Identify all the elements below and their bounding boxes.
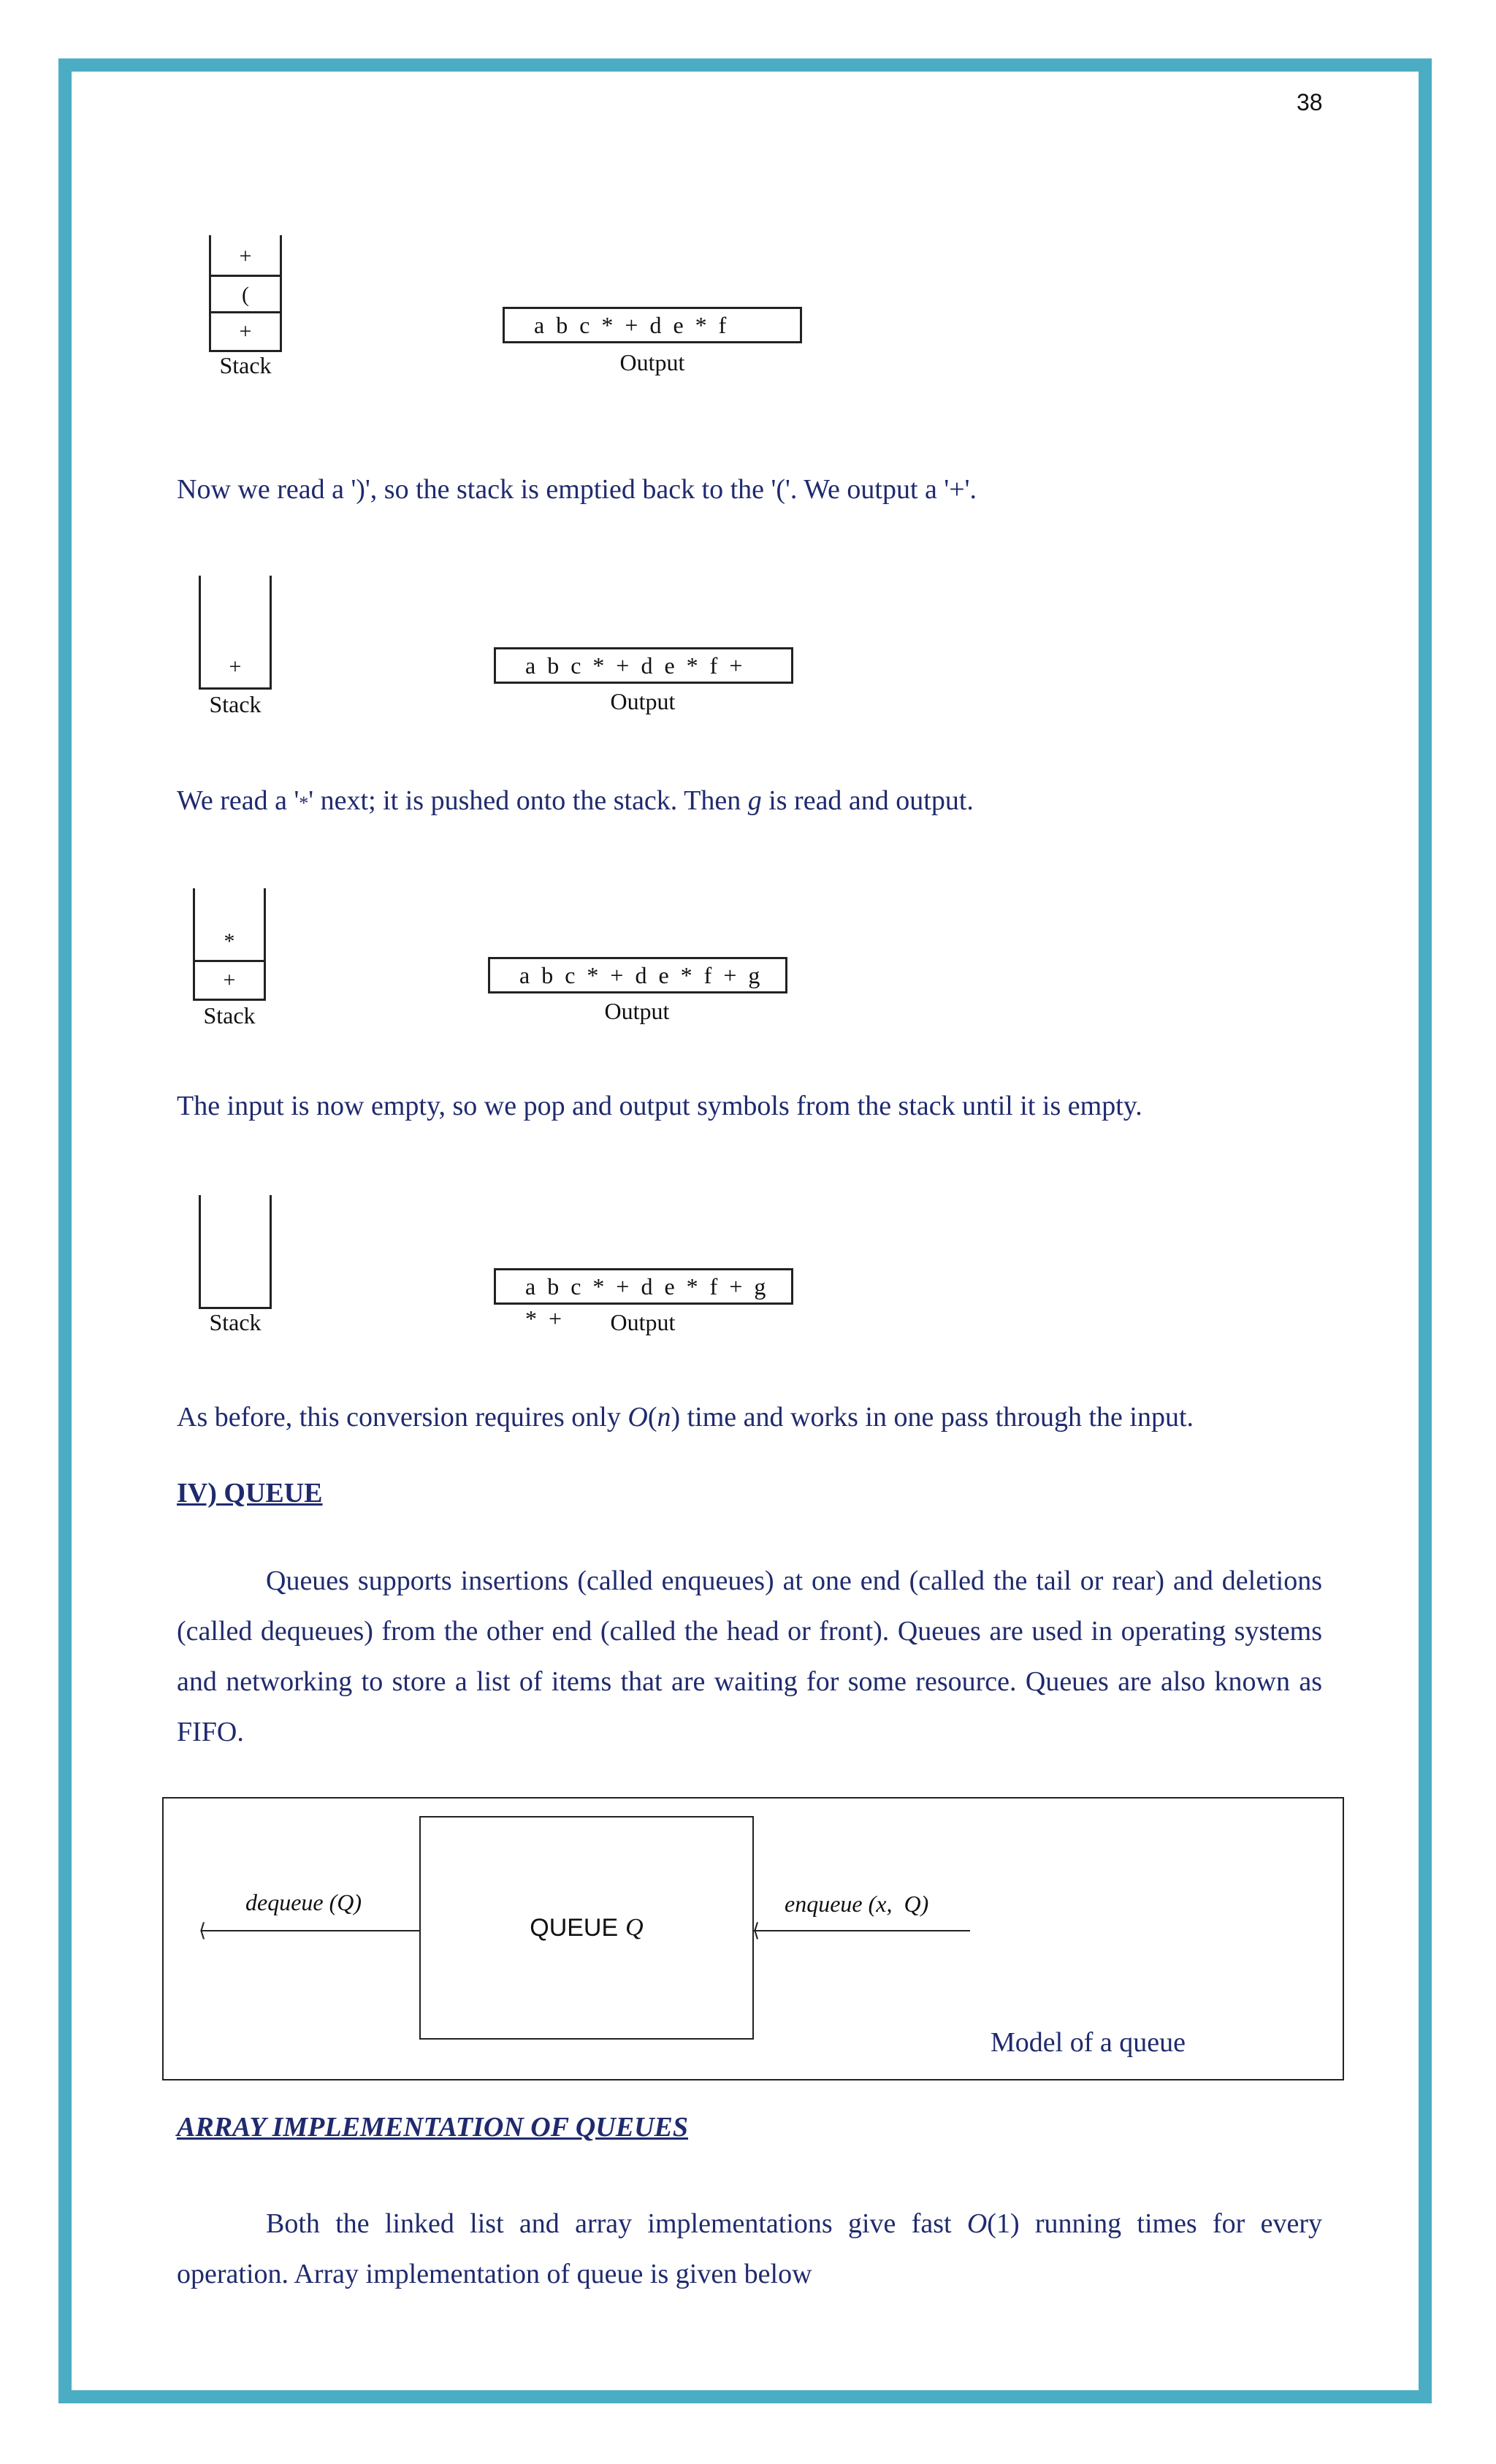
stack-label: Stack <box>209 1309 262 1335</box>
stack-label: Stack <box>209 691 262 717</box>
section-heading-queue: IV) QUEUE <box>177 1478 323 1508</box>
array-description <box>177 2199 1322 2300</box>
output-label: Output <box>610 1309 676 1335</box>
output-box: a b c * + d e * f <box>503 307 802 343</box>
enqueue-arrow-line <box>754 1930 970 1931</box>
stack-diagram-3 <box>193 888 266 1001</box>
var-n: n <box>657 1402 671 1433</box>
stack-cell: * <box>224 929 235 953</box>
stack-cell: + <box>239 244 252 268</box>
dequeue-arrowhead-icon: ⟨ <box>199 1920 207 1941</box>
stack-cell: ( <box>211 275 280 313</box>
stack-cell: + <box>211 311 280 350</box>
enqueue-arrowhead-icon: ⟨ <box>752 1920 760 1941</box>
queue-model-caption: Model of a queue <box>991 2027 1186 2058</box>
queue-box <box>419 1816 754 2040</box>
text-run: Both the linked list and array implementations give fast <box>266 2208 967 2239</box>
section-heading-array: ARRAY IMPLEMENTATION OF QUEUES <box>177 2112 689 2143</box>
big-o: O <box>627 1402 648 1433</box>
text-run: is read and output. <box>761 785 974 816</box>
var-g: g <box>747 785 762 816</box>
stack-label: Stack <box>219 352 272 378</box>
queue-description: Queues supports insertions (called enqueues) at one end (called the tail or rear) and deletions (called dequeues) from the other end (called the head or front). Queues are used in operating systems and networking to store a list of items that are waiting for some resource. Queues are also known as FIFO. <box>177 1565 1322 1747</box>
enqueue-label: enqueue (x, Q) <box>785 1891 929 1917</box>
stack-diagram-2 <box>199 576 272 690</box>
text-run: ) time and works in one pass through the input. <box>671 1402 1194 1433</box>
output-box: a b c * + d e * f + g * + <box>494 1268 793 1305</box>
paragraph-complexity <box>177 1392 1322 1443</box>
output-box: a b c * + d e * f + <box>494 647 793 684</box>
text-run: ( <box>647 1402 657 1433</box>
dequeue-arrow-line <box>202 1930 419 1931</box>
output-label: Output <box>604 998 670 1024</box>
paragraph-close-paren: Now we read a ')', so the stack is emptied back to the '('. We output a '+'. <box>177 474 977 505</box>
stack-diagram-4 <box>199 1195 272 1309</box>
stack-label: Stack <box>203 1002 256 1029</box>
text-run: As before, this conversion requires only <box>177 1402 628 1433</box>
queue-box-var: Q <box>625 1914 644 1941</box>
queue-box-label: QUEUE <box>530 1913 619 1942</box>
paragraph-read-star <box>177 776 1322 828</box>
text-run: ' next; it is pushed onto the stack. Then <box>308 785 748 816</box>
output-box: a b c * + d e * f + g <box>488 957 787 993</box>
star-symbol: * <box>299 793 309 814</box>
text-run: We read a ' <box>177 785 299 816</box>
output-label: Output <box>610 688 676 714</box>
dequeue-label: dequeue (Q) <box>245 1889 362 1915</box>
paragraph-input-empty: The input is now empty, so we pop and output symbols from the stack until it is empty. <box>177 1091 1142 1121</box>
big-o: O <box>966 2208 988 2239</box>
stack-cell: + <box>195 960 264 999</box>
stack-cell: + <box>229 655 242 679</box>
page-number: 38 <box>1297 89 1323 115</box>
text-run: (1) running times for every operation. Array implementation of queue is given below <box>177 2208 1322 2289</box>
stack-diagram-1 <box>209 235 282 352</box>
output-label: Output <box>619 349 685 375</box>
